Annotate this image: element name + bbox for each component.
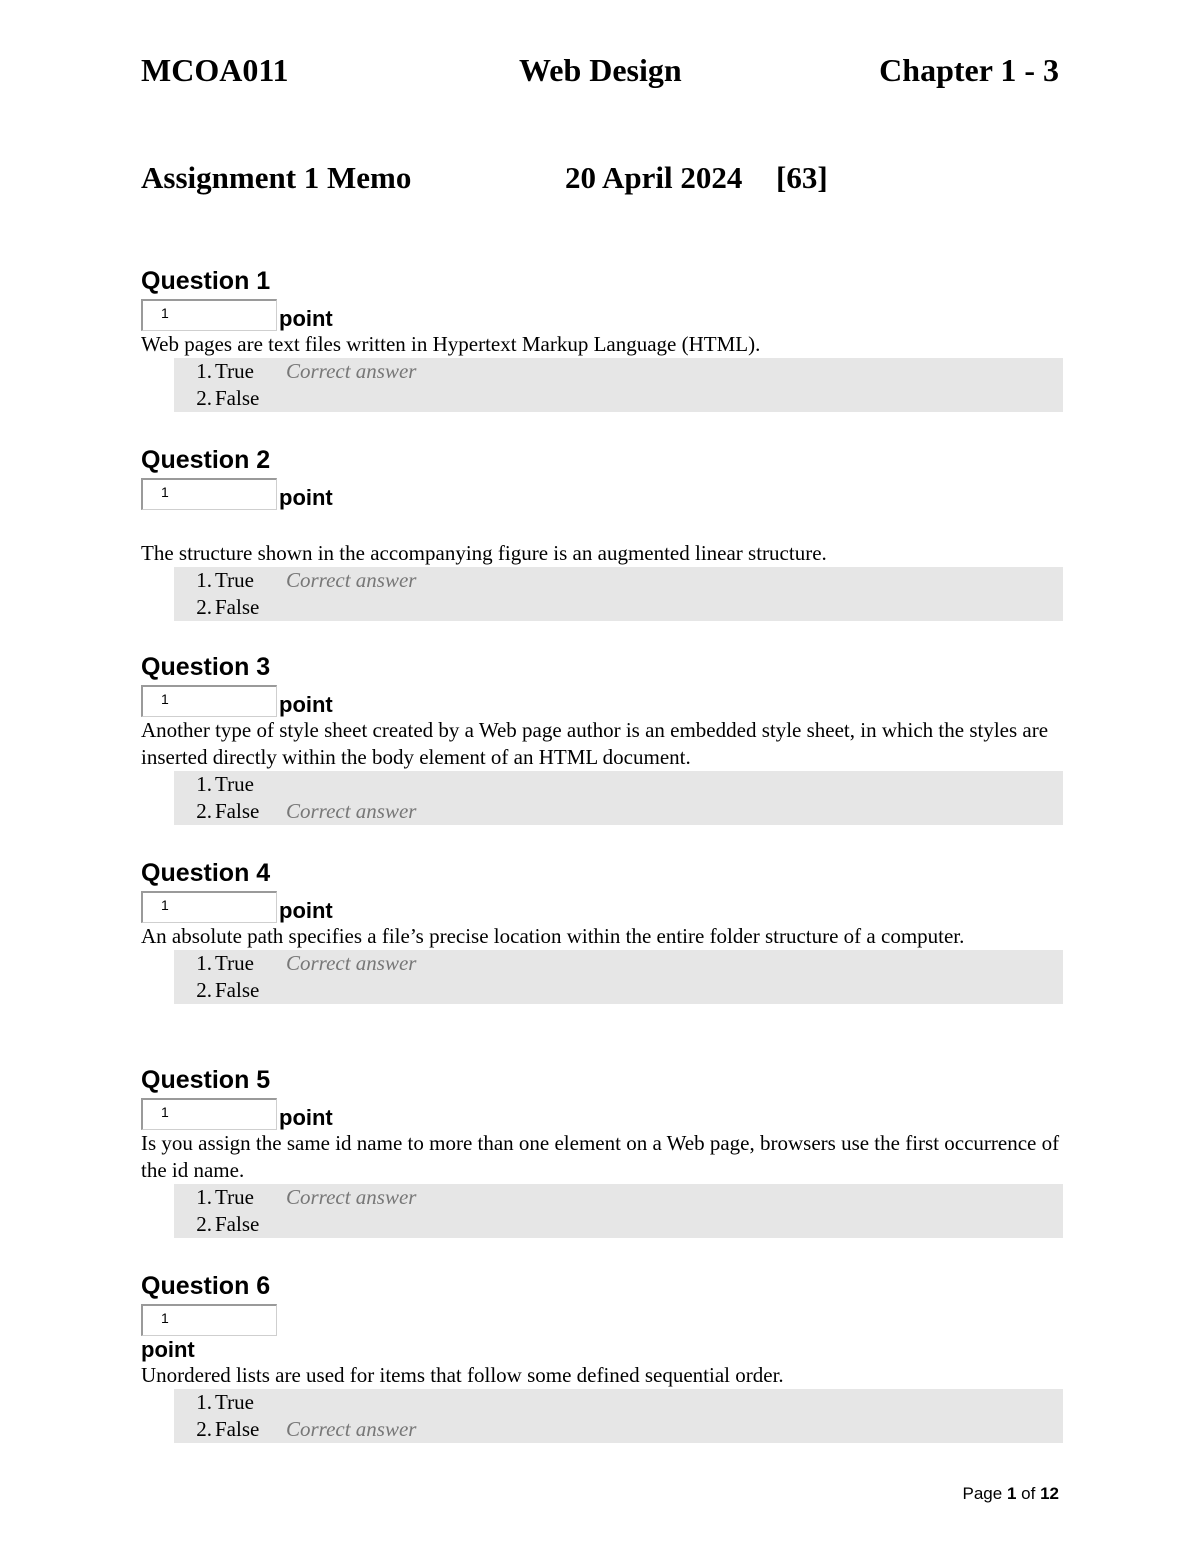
question-title: Question 3 <box>141 653 271 681</box>
question-block <box>141 859 1063 1004</box>
answer-option[interactable] <box>177 358 1063 385</box>
answer-option[interactable] <box>177 771 1063 798</box>
question-text: An absolute path specifies a file’s precise location within the entire folder structure of a computer. <box>141 924 965 948</box>
points-input[interactable]: 1 <box>141 1098 277 1130</box>
option-label: True <box>215 568 254 592</box>
option-number: 1. <box>196 951 212 975</box>
points-input[interactable]: 1 <box>141 891 277 923</box>
course-code: MCOA011 <box>141 52 289 88</box>
answer-option[interactable] <box>177 1211 1063 1238</box>
question-text: The structure shown in the accompanying figure is an augmented linear structure. <box>141 541 827 565</box>
points-input[interactable]: 1 <box>141 478 277 510</box>
points-row <box>141 887 1063 923</box>
correct-answer-note: Correct answer <box>286 951 417 975</box>
question-block <box>141 267 1063 412</box>
question-text: Another type of style sheet created by a Web page author is an embedded style sheet, in which the styles are inserted directly within the body element of an HTML document. <box>141 718 1049 769</box>
points-row <box>141 681 1063 717</box>
answer-option[interactable] <box>177 1416 1063 1443</box>
option-number: 1. <box>196 359 212 383</box>
answer-option[interactable] <box>177 567 1063 594</box>
option-label: False <box>215 978 260 1002</box>
points-input[interactable]: 1 <box>141 685 277 717</box>
question-title: Question 5 <box>141 1066 271 1094</box>
question-block <box>141 653 1063 825</box>
points-label: point <box>279 692 333 717</box>
question-block <box>141 1272 1063 1443</box>
points-row <box>141 1300 1063 1336</box>
answer-options <box>174 1389 1063 1443</box>
answer-option[interactable] <box>177 385 1063 412</box>
answer-option[interactable] <box>177 977 1063 1004</box>
option-label: False <box>215 386 260 410</box>
correct-answer-note: Correct answer <box>286 1417 417 1441</box>
option-label: False <box>215 799 260 823</box>
points-label: point <box>279 306 333 331</box>
question-title: Question 2 <box>141 446 271 474</box>
course-title: Web Design <box>519 52 682 88</box>
page-number <box>963 1484 1059 1504</box>
option-number: 2. <box>196 1212 212 1236</box>
option-label: False <box>215 1417 260 1441</box>
option-number: 2. <box>196 595 212 619</box>
option-number: 2. <box>196 1417 212 1441</box>
question-block <box>141 446 1063 621</box>
question-block <box>141 1066 1063 1238</box>
correct-answer-note: Correct answer <box>286 359 417 383</box>
points-row <box>141 1094 1063 1130</box>
correct-answer-note: Correct answer <box>286 568 417 592</box>
question-title: Question 6 <box>141 1272 271 1300</box>
option-label: True <box>215 1390 254 1414</box>
option-number: 1. <box>196 1390 212 1414</box>
option-label: True <box>215 359 254 383</box>
assignment-date: 20 April 2024 <box>565 160 743 195</box>
page-current: 1 <box>1006 1484 1017 1503</box>
chapter-range: Chapter 1 - 3 <box>879 52 1059 88</box>
question-text: Web pages are text files written in Hypertext Markup Language (HTML). <box>141 332 761 356</box>
points-row <box>141 474 1063 510</box>
option-label: True <box>215 951 254 975</box>
of-word: of <box>1021 1484 1036 1503</box>
points-label: point <box>141 1337 195 1362</box>
answer-option[interactable] <box>177 1184 1063 1211</box>
assignment-title: Assignment 1 Memo <box>141 160 412 195</box>
correct-answer-note: Correct answer <box>286 799 417 823</box>
option-number: 1. <box>196 772 212 796</box>
answer-option[interactable] <box>177 798 1063 825</box>
page-word: Page <box>962 1484 1003 1503</box>
answer-option[interactable] <box>177 1389 1063 1416</box>
option-number: 1. <box>196 568 212 592</box>
points-label: point <box>279 898 333 923</box>
option-label: True <box>215 772 254 796</box>
question-text: Unordered lists are used for items that follow some defined sequential order. <box>141 1363 784 1387</box>
answer-options <box>174 771 1063 825</box>
points-input[interactable]: 1 <box>141 299 277 331</box>
answer-options <box>174 358 1063 412</box>
question-text: Is you assign the same id name to more than one element on a Web page, browsers use the first occurrence of the id name. <box>141 1131 1060 1182</box>
page-total: 12 <box>1040 1484 1059 1503</box>
option-label: False <box>215 595 260 619</box>
answer-options <box>174 950 1063 1004</box>
answer-option[interactable] <box>177 950 1063 977</box>
option-label: True <box>215 1185 254 1209</box>
option-number: 2. <box>196 978 212 1002</box>
assignment-marks: [63] <box>776 160 828 195</box>
points-label: point <box>279 1105 333 1130</box>
option-number: 2. <box>196 799 212 823</box>
option-label: False <box>215 1212 260 1236</box>
points-input[interactable]: 1 <box>141 1304 277 1336</box>
option-number: 2. <box>196 386 212 410</box>
correct-answer-note: Correct answer <box>286 1185 417 1209</box>
answer-option[interactable] <box>177 594 1063 621</box>
points-row <box>141 295 1063 331</box>
points-label: point <box>279 485 333 510</box>
question-title: Question 4 <box>141 859 271 887</box>
answer-options <box>174 567 1063 621</box>
question-title: Question 1 <box>141 267 271 295</box>
answer-options <box>174 1184 1063 1238</box>
option-number: 1. <box>196 1185 212 1209</box>
